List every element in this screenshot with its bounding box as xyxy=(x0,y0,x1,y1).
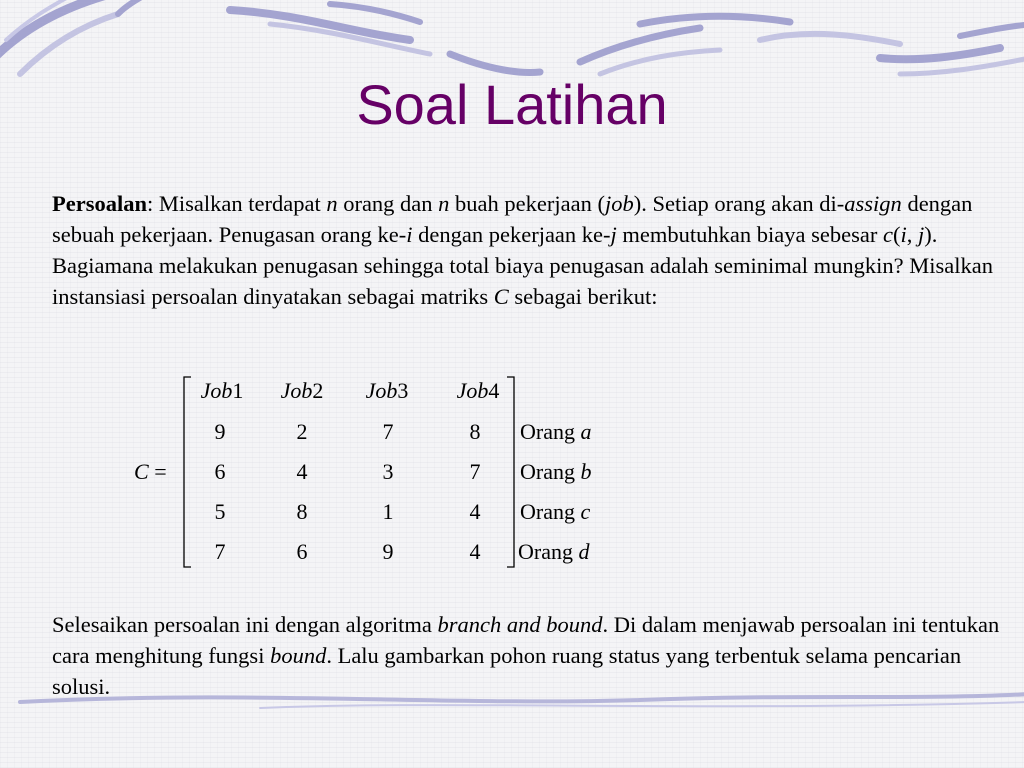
problem-text-segment: assign xyxy=(844,191,902,216)
cell-c-1: 5 xyxy=(214,499,226,524)
cell-d-2: 6 xyxy=(296,539,308,564)
problem-text-segment: , xyxy=(906,222,918,247)
problem-text-segment: j xyxy=(917,222,925,247)
problem-text-segment: ). Bagiamana melakukan penugasan sehingga total biaya penugasan adalah seminimal mungkin? Misalkan instansiasi persoalan dinyatakan sebagai matriks xyxy=(52,222,993,309)
cell-b-4: 7 xyxy=(469,459,481,484)
task-text-segment: Selesaikan persoalan ini dengan algoritma xyxy=(52,612,438,637)
cell-a-3: 7 xyxy=(382,419,394,444)
task-text-segment: . Lalu gambarkan pohon ruang status yang terbentuk selama pencarian solusi. xyxy=(52,643,962,699)
cell-b-2: 4 xyxy=(296,459,308,484)
cell-b-1: 6 xyxy=(214,459,226,484)
cell-a-4: 8 xyxy=(469,419,481,444)
cell-c-2: 8 xyxy=(296,499,308,524)
right-bracket xyxy=(507,377,514,567)
problem-text-segment: sebagai berikut: xyxy=(508,284,658,309)
problem-text-segment: C xyxy=(493,284,509,309)
problem-text-segment: dengan sebuah pekerjaan. Penugasan orang ke- xyxy=(52,191,973,247)
row-label-c: Orang c xyxy=(520,499,591,524)
row-label-a: Orang a xyxy=(520,419,592,444)
problem-text-segment: : Misalkan terdapat xyxy=(147,191,327,216)
col-header-2: Job2 xyxy=(280,378,324,403)
problem-text-segment: i xyxy=(406,222,413,247)
cell-b-3: 3 xyxy=(382,459,394,484)
problem-text-segment: membutuhkan biaya sebesar xyxy=(616,222,883,247)
problem-text-segment: orang dan xyxy=(337,191,439,216)
equals-sign: = xyxy=(154,459,167,484)
cell-d-4: 4 xyxy=(469,539,481,564)
matrix-label xyxy=(134,459,167,485)
task-text-segment: branch and bound xyxy=(437,612,603,637)
cell-c-3: 1 xyxy=(382,499,394,524)
cell-a-2: 2 xyxy=(296,419,308,444)
problem-text-segment: job xyxy=(604,191,634,216)
problem-text-segment: n xyxy=(326,191,338,216)
problem-text-segment: j xyxy=(610,222,617,247)
problem-text-segment: dengan pekerjaan ke- xyxy=(412,222,611,247)
slide-title: Soal Latihan xyxy=(356,73,668,136)
row-label-d: Orang d xyxy=(518,539,590,564)
row-label-b: Orang b xyxy=(520,459,592,484)
col-header-4: Job4 xyxy=(456,378,500,403)
problem-label: Persoalan xyxy=(52,191,147,216)
left-bracket xyxy=(184,377,191,567)
problem-text-segment: i xyxy=(900,222,907,247)
col-header-3: Job3 xyxy=(365,378,409,403)
task-text-segment: . Di dalam menjawab persoalan ini tentukan cara menghitung fungsi xyxy=(52,612,1000,668)
matrix-variable: C xyxy=(134,459,149,484)
cell-d-3: 9 xyxy=(382,539,394,564)
problem-text-segment: ). Setiap orang akan di- xyxy=(633,191,845,216)
problem-text-segment: ( xyxy=(892,222,901,247)
cell-a-1: 9 xyxy=(214,419,226,444)
problem-text-segment: n xyxy=(438,191,450,216)
problem-text-segment: c xyxy=(882,222,893,247)
cell-c-4: 4 xyxy=(469,499,481,524)
task-paragraph xyxy=(52,609,1012,702)
problem-text-segment: buah pekerjaan ( xyxy=(449,191,605,216)
col-header-1: Job1 xyxy=(200,378,244,403)
task-text-segment: bound xyxy=(270,643,327,668)
cell-d-1: 7 xyxy=(214,539,226,564)
